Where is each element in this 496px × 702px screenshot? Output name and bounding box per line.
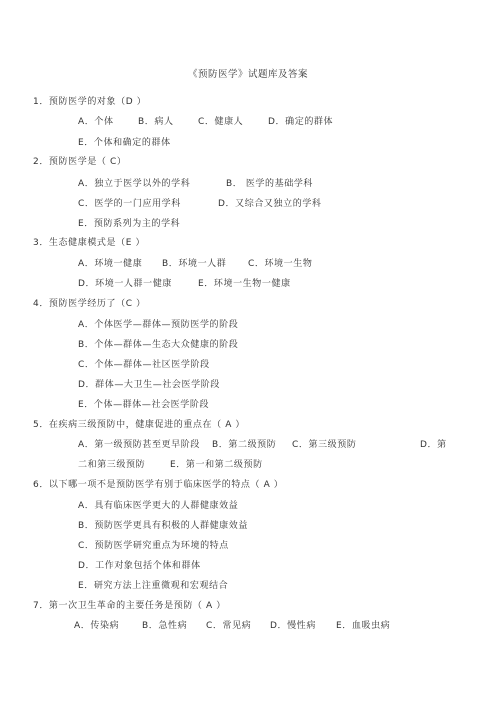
option-c: C．健康人 [198, 117, 244, 127]
question-2-options-row-1 [78, 178, 313, 190]
question-4-stem: 4．预防医学经历了（C ） [33, 299, 146, 309]
question-1-stem: 1．预防医学的对象（D ） [33, 97, 147, 107]
option-e: E．血吸虫病 [336, 621, 391, 631]
option-b: B． 医学的基础学科 [226, 179, 314, 189]
question-4-option-b: B．个体—群体—生态大众健康的阶段 [78, 340, 239, 350]
question-6-option-e: E．研究方法上注重微观和宏观结合 [78, 581, 229, 591]
question-4-option-a: A．个体医学—群体—预防医学的阶段 [78, 320, 239, 330]
question-2-options-row-3 [78, 218, 180, 230]
option-c: C．第三级预防 [292, 440, 357, 450]
question-7-options-row-1 [74, 620, 390, 632]
question-6-option-c: C．预防医学研究重点为环境的特点 [78, 541, 229, 551]
question-6-stem: 6．以下哪一项不是预防医学有别于临床医学的特点（ A ） [33, 480, 284, 490]
question-5-options-row-2 [78, 459, 263, 471]
question-7-stem: 7．第一次卫生革命的主要任务是预防（ A ） [33, 601, 226, 611]
question-4-option-d: D．群体—大卫生—社会医学阶段 [78, 380, 220, 390]
question-4-option-e: E．个体—群体—社会医学阶段 [78, 400, 210, 410]
option-e: E．环境一生物一健康 [198, 279, 291, 289]
option-c: C．常见病 [206, 621, 252, 631]
question-5-options-row-1 [78, 439, 447, 451]
option-a: A．环境一健康 [78, 259, 143, 269]
question-5-stem: 5．在疾病三级预防中，健康促进的重点在（ A ） [33, 420, 246, 430]
option-a: A．第一级预防甚至更早阶段 [78, 440, 200, 450]
option-e: E．预防系列为主的学科 [78, 219, 181, 229]
option-b: B．第二级预防 [212, 440, 277, 450]
question-2-options-row-2 [78, 198, 322, 210]
option-c: C．环境一生物 [248, 259, 313, 269]
document-title: 《预防医学》试题库及答案 [187, 69, 308, 80]
option-d-end: 二和第三级预防 [78, 460, 146, 470]
question-2-stem: 2．预防医学是（ C） [33, 157, 127, 167]
option-d: D．慢性病 [270, 621, 316, 631]
option-d: D．又综合又独立的学科 [218, 199, 322, 209]
option-b: B．急性病 [142, 621, 188, 631]
option-e: E．第一和第二级预防 [170, 460, 263, 470]
option-a: A．独立于医学以外的学科 [78, 179, 191, 189]
option-a: A．个体 [78, 117, 114, 127]
question-6-option-b: B．预防医学更具有积极的人群健康效益 [78, 521, 248, 531]
option-a: A．传染病 [74, 621, 120, 631]
option-d-start: D．第 [420, 440, 447, 450]
option-d: D．环境一人群一健康 [78, 279, 172, 289]
question-3-stem: 3．生态健康模式是（E ） [33, 238, 146, 248]
option-e: E．个体和确定的群体 [78, 138, 171, 148]
question-1-options-row-1 [78, 116, 333, 128]
question-6-option-a: A．具有临床医学更大的人群健康效益 [78, 501, 239, 511]
question-3-options-row-1 [78, 258, 313, 270]
option-c: C．医学的一门应用学科 [78, 199, 181, 209]
question-1-options-row-2 [78, 137, 171, 149]
question-3-options-row-2 [78, 278, 291, 290]
option-b: B．环境一人群 [162, 259, 227, 269]
option-b: B．病人 [138, 117, 174, 127]
question-6-option-d: D．工作对象包括个体和群体 [78, 561, 201, 571]
option-d: D．确定的群体 [268, 117, 334, 127]
question-4-option-c: C．个体—群体—社区医学阶段 [78, 360, 210, 370]
